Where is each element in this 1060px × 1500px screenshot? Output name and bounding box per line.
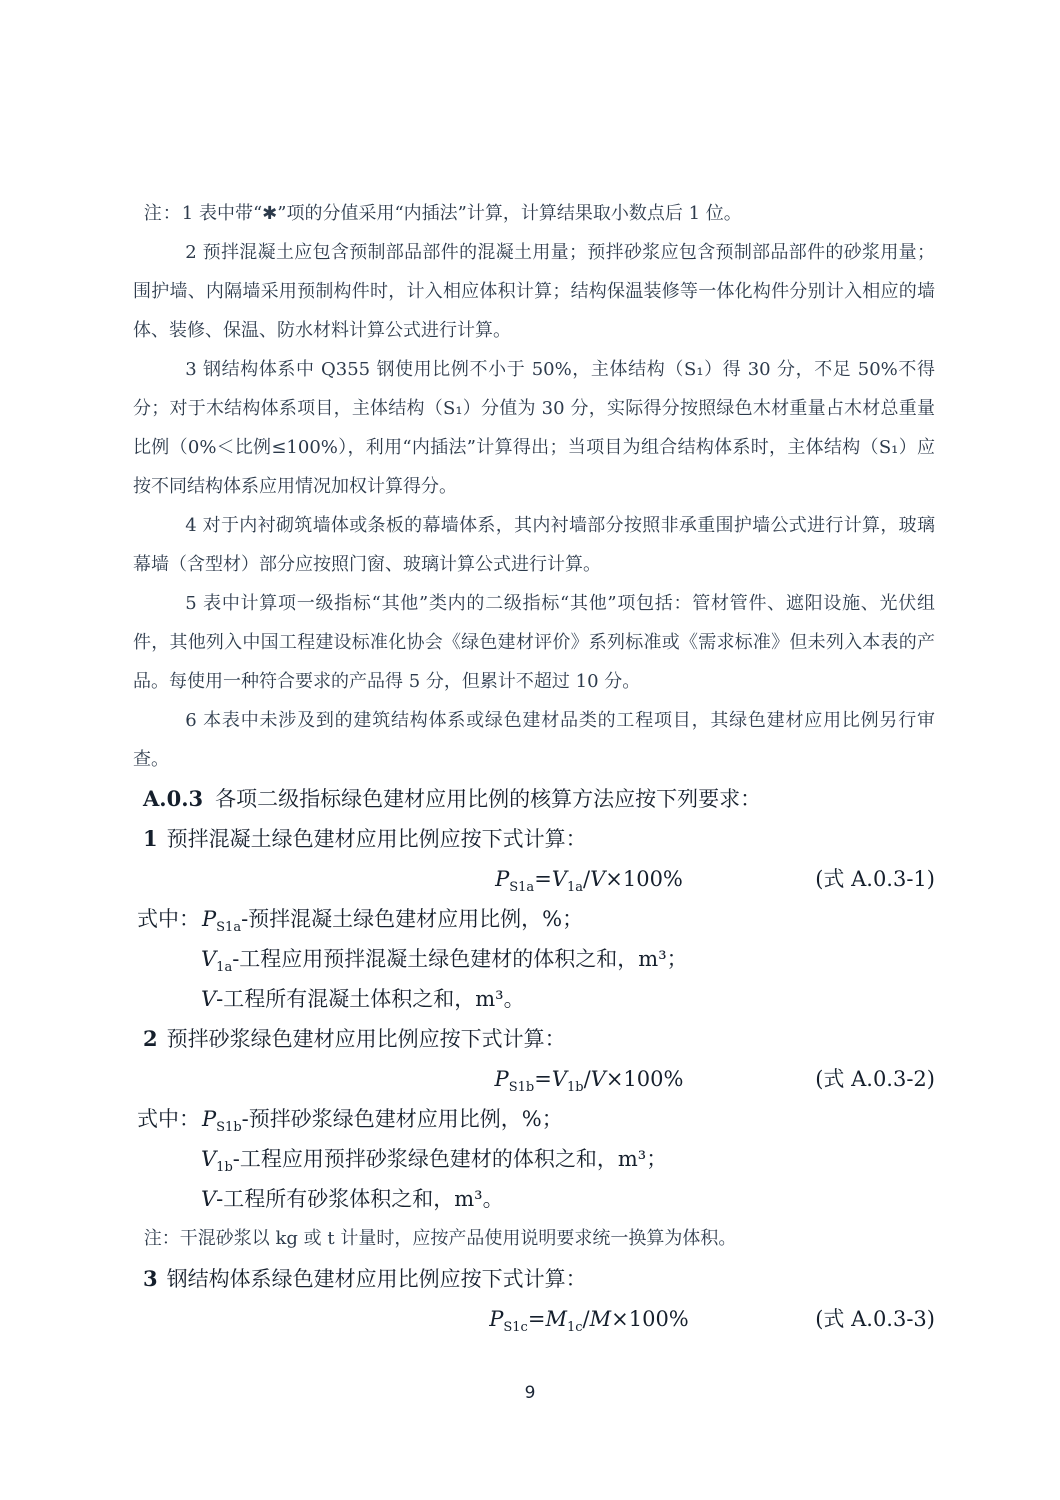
table-note-1	[133, 194, 935, 233]
table-note-2: 2 预拌混凝土应包含预制部品部件的混凝土用量；预拌砂浆应包含预制部品部件的砂浆用量；围护墙、内隔墙采用预制构件时，计入相应体积计算；结构保温装修等一体化构件分别计入相应的墙体、装修、保温、防水材料计算公式进行计算。	[133, 242, 935, 341]
item-2-where-line	[133, 1099, 935, 1139]
def-1c-var: V	[201, 987, 217, 1011]
formula-1-sub-num: 1a	[566, 880, 583, 896]
def-1b-sub: 1a	[216, 960, 233, 976]
formula-line-a03-1	[133, 859, 935, 899]
formula-2-tail: ×100%	[605, 1067, 684, 1091]
item-3-title: 钢结构体系绿色建材应用比例应按下式计算：	[166, 1267, 587, 1291]
clause-title: 各项二级指标绿色建材应用比例的核算方法应按下列要求：	[215, 787, 762, 811]
item-2-def-v	[133, 1179, 935, 1219]
def-2b-sub: 1b	[216, 1160, 233, 1176]
def-1c-desc: -工程所有混凝土体积之和，m³。	[216, 987, 525, 1011]
formula-3-tail: ×100%	[611, 1307, 689, 1331]
formula-2-sub-p: S1b	[508, 1080, 535, 1096]
def-1a-sub: S1a	[216, 920, 242, 936]
table-note-5: 5 表中计算项一级指标“其他”类内的二级指标“其他”项包括：管材管件、遮阳设施、光伏组件，其他列入中国工程建设标准化协会《绿色建材评价》系列标准或《需求标准》但未列入本表的产品。每使用一种符合要求的产品得 5 分，但累计不超过 10 分。	[133, 593, 935, 692]
def-2c-desc: -工程所有砂浆体积之和，m³。	[216, 1187, 504, 1211]
table-notes-section	[133, 194, 935, 779]
def-2c-var: V	[201, 1187, 217, 1211]
item-1-def-v	[133, 979, 935, 1019]
page-content	[133, 194, 935, 1339]
formula-expression-1	[495, 859, 683, 899]
notes-label: 注：	[143, 203, 182, 224]
item-1-title: 预拌混凝土绿色建材应用比例应按下式计算：	[166, 827, 587, 851]
formula-2-slash: /	[583, 1067, 591, 1091]
formula-2-sub-num: 1b	[566, 1080, 584, 1096]
item-1-where-line	[133, 899, 935, 939]
formula-line-a03-2	[133, 1059, 935, 1099]
formula-3-sub-num: 1c	[566, 1320, 583, 1336]
table-note-6: 6 本表中未涉及到的建筑结构体系或绿色建材品类的工程项目，其绿色建材应用比例另行审查。	[133, 710, 935, 770]
formula-line-a03-3	[133, 1299, 935, 1339]
formula-1-slash: /	[583, 867, 591, 891]
item-3-title-line	[133, 1259, 935, 1299]
item-3-number: 3	[143, 1266, 158, 1291]
formula-2-tag: (式 A.0.3-2)	[815, 1067, 935, 1091]
where-label-2: 式中：	[137, 1107, 200, 1131]
def-2b-desc: -工程应用预拌砂浆绿色建材的体积之和，m³；	[232, 1147, 668, 1171]
def-2b-var: V	[201, 1147, 217, 1171]
table-note-4: 4 对于内衬砌筑墙体或条板的幕墙体系，其内衬墙部分按照非承重围护墙公式进行计算，玻璃幕墙（含型材）部分应按照门窗、玻璃计算公式进行计算。	[133, 515, 935, 575]
item-1-title-line	[133, 819, 935, 859]
page-number: 9	[524, 1383, 536, 1403]
table-note-3: 3 钢结构体系中 Q355 钢使用比例不小于 50%，主体结构（S₁）得 30 分，不足 50%不得分；对于木结构体系项目，主体结构（S₁）分值为 30 分，实际得分按照绿色木材重量占木材总重量比例（0%＜比例≤100%），利用“内插法”计算得出；当项目为组合结构体系时，主体结构（S₁）应按不同结构体系应用情况加权计算得分。	[133, 359, 935, 497]
def-2a-var: P	[202, 1107, 217, 1131]
formula-1-sub-p: S1a	[509, 880, 535, 896]
item-2-title-line	[133, 1019, 935, 1059]
formula-1-equals: =	[534, 867, 552, 891]
formula-3-equals: =	[527, 1307, 546, 1331]
formula-3-slash: /	[582, 1307, 590, 1331]
formula-1-var-p: P	[495, 867, 510, 891]
item-2-title: 预拌砂浆绿色建材应用比例应按下式计算：	[166, 1027, 566, 1051]
def-1a-var: P	[202, 907, 217, 931]
clause-number: A.0.3	[143, 786, 204, 811]
formula-3-tag: (式 A.0.3-3)	[815, 1307, 935, 1331]
formula-1-tag: (式 A.0.3-1)	[815, 867, 935, 891]
mortar-unit-note: 注：干混砂浆以 kg 或 t 计量时，应按产品使用说明要求统一换算为体积。	[143, 1228, 737, 1249]
formula-1-var-num: V	[551, 867, 567, 891]
def-1b-var: V	[201, 947, 217, 971]
formula-3-var-den: M	[589, 1307, 612, 1331]
formula-3-var-p: P	[489, 1307, 504, 1331]
item-2-def-v1b	[133, 1139, 935, 1179]
formula-2-var-p: P	[494, 1067, 509, 1091]
def-2a-desc: -预拌砂浆绿色建材应用比例，%；	[241, 1107, 563, 1131]
formula-3-var-num: M	[545, 1307, 567, 1331]
def-2a-sub: S1b	[216, 1120, 242, 1136]
formula-1-tail: ×100%	[605, 867, 683, 891]
formula-3-sub-p: S1c	[503, 1320, 528, 1336]
def-1a-desc: -预拌混凝土绿色建材应用比例，%；	[241, 907, 584, 931]
formula-expression-3	[489, 1299, 689, 1339]
table-note-1-text: 1 表中带“✱”项的分值采用“内插法”计算，计算结果取小数点后 1 位。	[181, 203, 742, 224]
clause-a03-heading	[133, 779, 935, 819]
def-1b-desc: -工程应用预拌混凝土绿色建材的体积之和，m³；	[232, 947, 688, 971]
formula-2-var-num: V	[551, 1067, 567, 1091]
page-footer	[0, 1383, 1060, 1403]
item-1-number: 1	[143, 826, 158, 851]
formula-2-var-den: V	[590, 1067, 606, 1091]
formula-1-var-den: V	[590, 867, 606, 891]
item-2-number: 2	[143, 1026, 158, 1051]
where-label-1: 式中：	[137, 907, 200, 931]
item-1-def-v1a	[133, 939, 935, 979]
formula-2-equals: =	[534, 1067, 552, 1091]
formula-expression-2	[495, 1059, 684, 1099]
